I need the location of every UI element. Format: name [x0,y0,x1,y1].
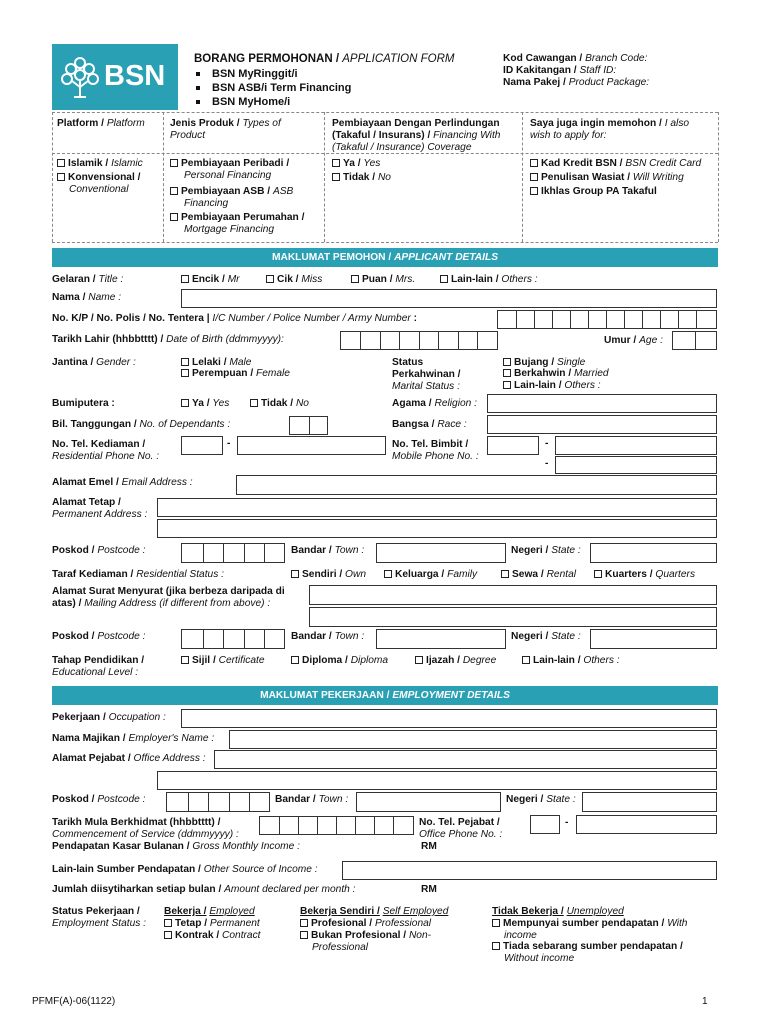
edu-degree-option[interactable]: Ijazah / Degree [415,655,496,667]
service-start-label: Tarikh Mula Berkhidmat (hhbbtttt) / Commencement of Service (ddmmyyyy) : [52,817,239,841]
section-applicant-details: MAKLUMAT PEMOHON / APPLICANT DETAILS [52,248,718,267]
marital-single-option[interactable]: Bujang / Single [503,357,585,369]
staff-id-label: ID Kakitangan / Staff ID: [503,65,617,76]
employed-group: Bekerja / Employed [164,906,255,917]
edu-certificate-option[interactable]: Sijil / Certificate [181,655,264,667]
tree-icon [60,55,100,99]
town-input[interactable] [376,543,506,563]
employer-name-input[interactable] [229,730,717,749]
checkbox[interactable] [530,173,538,181]
product-item: BSN MyHome/i [192,95,351,109]
office-address-label: Alamat Pejabat / Office Address : [52,753,206,764]
home-phone-number-input[interactable] [237,436,386,455]
ikhlas-takaful-option[interactable]: Ikhlas Group PA Takaful [530,186,657,198]
mailing-address-label: Alamat Surat Menyurat (jika berbeza daripada di atas) / Mailing Address (if different from above) : [52,586,285,610]
conventional-option[interactable]: Konvensional / Conventional [57,172,140,196]
page-number: 1 [702,996,708,1007]
marital-status-label: Status Perkahwinan / Marital Status : [392,357,461,393]
mailing-postcode-input[interactable] [181,629,285,649]
employed-permanent-option[interactable]: Tetap / Permanent [164,918,260,930]
gender-label: Jantina / Gender : [52,357,136,368]
product-type-header: Jenis Produk / Types of Product [170,118,281,142]
race-input[interactable] [487,415,717,434]
ic-number-input[interactable] [497,310,717,329]
checkbox[interactable] [57,173,65,181]
office-state-input[interactable] [582,792,717,812]
bumiputera-label: Bumiputera : [52,398,115,409]
town-label: Bandar / Town : [291,545,365,556]
dependants-label: Bil. Tanggungan / No. of Dependants : [52,419,231,430]
checkbox[interactable] [492,919,500,927]
checkbox[interactable] [332,173,340,181]
office-state-label: Negeri / State : [506,794,576,805]
residential-own-option[interactable]: Sendiri / Own [291,569,366,581]
checkbox[interactable] [384,570,392,578]
gender-male-option[interactable]: Lelaki / Male [181,357,251,369]
office-phone-number-input[interactable] [576,815,717,834]
age-input[interactable] [672,331,717,350]
form-title: BORANG PERMOHONAN / APPLICATION FORM [194,53,455,65]
checkbox[interactable] [300,919,308,927]
bumiputera-no-option[interactable]: Tidak / No [250,398,309,410]
dob-input[interactable] [340,331,498,350]
mailing-state-label: Negeri / State : [511,631,581,642]
checkbox[interactable] [492,942,500,950]
checkbox[interactable] [501,570,509,578]
office-address-line1-input[interactable] [214,750,717,769]
mortgage-financing-option[interactable]: Pembiayaan Perumahan / Mortgage Financing [170,212,304,236]
checkbox[interactable] [164,931,172,939]
checkbox[interactable] [503,381,511,389]
employment-status-label: Status Pekerjaan / Employment Status : [52,906,146,930]
product-item: BSN ASB/i Term Financing [192,81,351,95]
bumiputera-yes-option[interactable]: Ya / Yes [181,398,229,410]
islamic-option[interactable]: Islamik / Islamic [57,158,143,170]
marital-married-option[interactable]: Berkahwin / Married [503,368,609,380]
credit-card-option[interactable]: Kad Kredit BSN / BSN Credit Card [530,158,701,170]
office-town-input[interactable] [356,792,501,812]
product-item: BSN MyRinggit/i [192,67,351,81]
checkbox[interactable] [266,275,274,283]
platform-header: Platform / Platform [57,118,145,129]
divider [718,112,719,242]
checkbox[interactable] [181,656,189,664]
also-apply-header: Saya juga ingin memohon / I also wish to apply for: [530,118,690,142]
mailing-postcode-label: Poskod / Postcode : [52,631,146,642]
residential-quarters-option[interactable]: Kuarters / Quarters [594,569,695,581]
residential-family-option[interactable]: Keluarga / Family [384,569,477,581]
religion-input[interactable] [487,394,717,413]
bsn-logo [52,44,178,110]
mobile-phone-label: No. Tel. Bimbit / Mobile Phone No. : [392,439,479,463]
title-others-option[interactable]: Lain-lain / Others : [440,274,538,286]
email-label: Alamat Emel / Email Address : [52,477,193,488]
declared-amount-label: Jumlah diisytiharkan setiap bulan / Amount declared per month : [52,884,356,895]
checkbox[interactable] [181,275,189,283]
permanent-address-line2-input[interactable] [157,519,717,538]
home-phone-label: No. Tel. Kediaman / Residential Phone No. : [52,439,160,463]
gross-income-currency: RM [421,841,437,852]
divider [163,112,164,242]
checkbox[interactable] [415,656,423,664]
occupation-input[interactable] [181,709,717,728]
office-address-line2-input[interactable] [157,771,717,790]
checkbox[interactable] [440,275,448,283]
phone-dash: - [545,438,549,449]
declared-amount-currency: RM [421,884,437,895]
employer-name-label: Nama Majikan / Employer's Name : [52,733,215,744]
title-label: Gelaran / Title : [52,274,124,285]
checkbox[interactable] [300,931,308,939]
mobile-phone-number-input[interactable] [555,436,717,455]
self-employed-group: Bekerja Sendiri / Self Employed [300,906,449,917]
office-postcode-input[interactable] [166,792,270,812]
gender-female-option[interactable]: Perempuan / Female [181,368,290,380]
self-nonprofessional-option[interactable]: Bukan Profesional / Non- Professional [300,930,431,954]
checkbox[interactable] [530,159,538,167]
permanent-address-line1-input[interactable] [157,498,717,517]
checkbox[interactable] [291,656,299,664]
mailing-town-input[interactable] [376,629,506,649]
office-postcode-label: Poskod / Postcode : [52,794,146,805]
divider [52,112,53,242]
service-start-input[interactable] [259,816,414,835]
checkbox[interactable] [170,159,178,167]
edu-others-option[interactable]: Lain-lain / Others : [522,655,620,667]
race-label: Bangsa / Race : [392,419,467,430]
mobile-phone-prefix-input[interactable] [487,436,539,455]
phone-dash: - [565,817,569,828]
home-phone-prefix-input[interactable] [181,436,223,455]
state-label: Negeri / State : [511,545,581,556]
ic-number-label: No. K/P / No. Polis / No. Tentera | I/C Number / Police Number / Army Number : [52,313,417,324]
office-phone-prefix-input[interactable] [530,815,560,834]
checkbox[interactable] [530,187,538,195]
gross-income-label: Pendapatan Kasar Bulanan / Gross Monthly Income : [52,841,300,852]
other-income-label: Lain-lain Sumber Pendapatan / Other Source of Income : [52,864,318,875]
mobile-phone-number-2-input[interactable] [555,456,717,474]
form-code: PFMF(A)-06(1122) [32,996,116,1007]
checkbox[interactable] [181,399,189,407]
state-input[interactable] [590,543,717,563]
office-phone-label: No. Tel. Pejabat / Office Phone No. : [419,817,503,841]
unemployed-without-income-option[interactable]: Tiada sebarang sumber pendapatan / Without income [492,941,683,965]
asb-financing-option[interactable]: Pembiayaan ASB / ASB Financing [170,186,293,210]
section-employment-details: MAKLUMAT PEKERJAAN / EMPLOYMENT DETAILS [52,686,718,705]
title-mr-option[interactable]: Encik / Mr [181,274,240,286]
checkbox[interactable] [181,369,189,377]
checkbox[interactable] [332,159,340,167]
employed-contract-option[interactable]: Kontrak / Contract [164,930,261,942]
divider [324,112,325,242]
checkbox[interactable] [503,369,511,377]
residential-rental-option[interactable]: Sewa / Rental [501,569,576,581]
checkbox[interactable] [170,187,178,195]
residential-status-label: Taraf Kediaman / Residential Status : [52,569,224,580]
unemployed-group: Tidak Bekerja / Unemployed [492,906,624,917]
coverage-no-option[interactable]: Tidak / No [332,172,391,184]
phone-dash: - [545,458,549,469]
divider [52,112,718,113]
checkbox[interactable] [250,399,258,407]
edu-diploma-option[interactable]: Diploma / Diploma [291,655,388,667]
phone-dash: - [227,438,231,449]
checkbox[interactable] [57,159,65,167]
title-mrs-option[interactable]: Puan / Mrs. [351,274,415,286]
marital-others-option[interactable]: Lain-lain / Others : [503,380,601,392]
email-input[interactable] [236,475,717,495]
dob-label: Tarikh Lahir (hhbbtttt) / Date of Birth (ddmmyyyy): [52,334,284,345]
mailing-state-input[interactable] [590,629,717,649]
protection-header: Pembiayaan Dengan Perlindungan (Takaful / Insurans) / Financing With (Takaful / Insurance) Coverage [332,118,501,154]
personal-financing-option[interactable]: Pembiayaan Peribadi / Personal Financing [170,158,289,182]
name-label: Nama / Name : [52,292,122,303]
name-input[interactable] [181,289,717,308]
checkbox[interactable] [351,275,359,283]
product-list [192,67,351,109]
logo-text: BSN [104,60,166,92]
other-income-input[interactable] [342,861,717,880]
occupation-label: Pekerjaan / Occupation : [52,712,166,723]
branch-code-label: Kod Cawangan / Branch Code: [503,53,648,64]
checkbox[interactable] [170,213,178,221]
checkbox[interactable] [594,570,602,578]
permanent-address-label: Alamat Tetap / Permanent Address : [52,497,148,521]
mailing-address-line2-input[interactable] [309,607,717,627]
mailing-address-line1-input[interactable] [309,585,717,605]
mailing-town-label: Bandar / Town : [291,631,365,642]
checkbox[interactable] [522,656,530,664]
postcode-input[interactable] [181,543,285,563]
religion-label: Agama / Religion : [392,398,477,409]
unemployed-with-income-option[interactable]: Mempunyai sumber pendapatan / With income [492,918,687,942]
divider [52,242,718,243]
title-miss-option[interactable]: Cik / Miss [266,274,322,286]
checkbox[interactable] [164,919,172,927]
age-label: Umur / Age : [604,335,663,346]
coverage-yes-option[interactable]: Ya / Yes [332,158,380,170]
postcode-label: Poskod / Postcode : [52,545,146,556]
self-professional-option[interactable]: Profesional / Professional [300,918,431,930]
dependants-input[interactable] [289,416,328,435]
divider [522,112,523,242]
checkbox[interactable] [291,570,299,578]
will-writing-option[interactable]: Penulisan Wasiat / Will Writing [530,172,684,184]
education-label: Tahap Pendidikan / Educational Level : [52,655,145,679]
checkbox[interactable] [181,358,189,366]
package-label: Nama Pakej / Product Package: [503,77,650,88]
checkbox[interactable] [503,358,511,366]
office-town-label: Bandar / Town : [275,794,349,805]
